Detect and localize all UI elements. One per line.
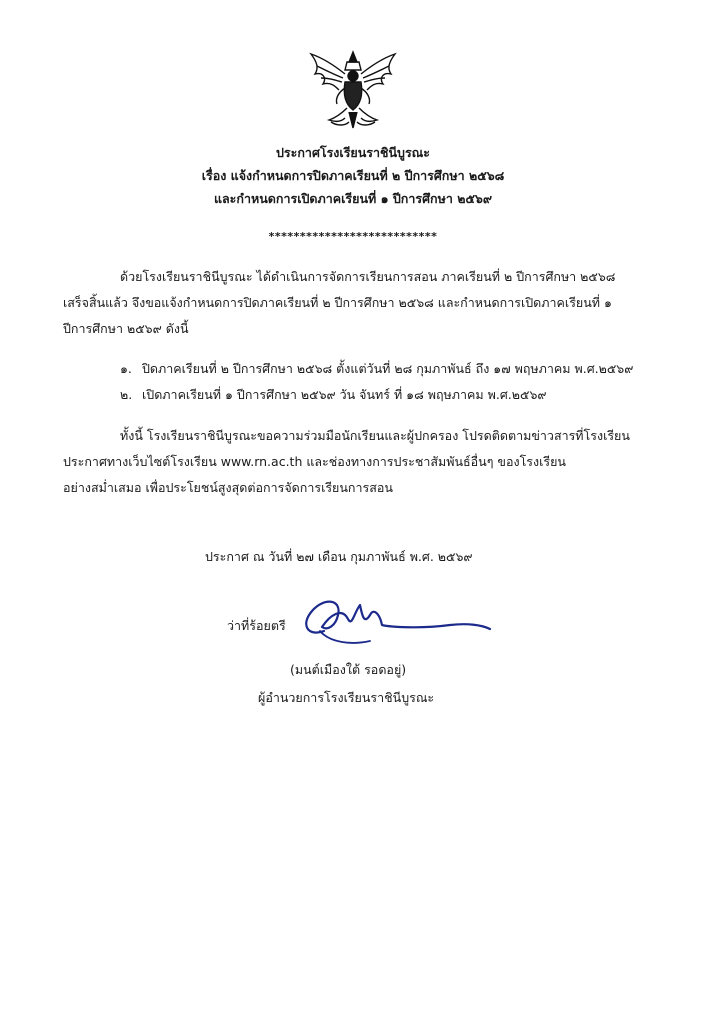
signer-name: (มนต์เมืองใต้ รอดอยู่): [290, 662, 407, 677]
separator-stars: ***************************: [268, 230, 438, 243]
list-item: [120, 360, 633, 378]
announcement-subject-line1: เรื่อง แจ้งกำหนดการปิดภาคเรียนที่ ๒ ปีการศึกษา ๒๕๖๘: [201, 168, 505, 183]
announcement-date: ประกาศ ณ วันที่ ๒๗ เดือน กุมภาพันธ์ พ.ศ. ๒๕๖๙: [205, 549, 473, 564]
paragraph1-line1: ด้วยโรงเรียนราชินีบูรณะ ได้ดำเนินการจัดการเรียนการสอน ภาคเรียนที่ ๒ ปีการศึกษา ๒๕๖๘: [120, 269, 616, 284]
list-item-text: เปิดภาคเรียนที่ ๑ ปีการศึกษา ๒๕๖๙ วัน จันทร์ ที่ ๑๘ พฤษภาคม พ.ศ.๒๕๖๙: [141, 387, 547, 402]
paragraph1-line3: ปีการศึกษา ๒๕๖๙ ดังนี้: [63, 321, 189, 336]
paragraph1-line2: เสร็จสิ้นแล้ว จึงขอแจ้งกำหนดการปิดภาคเรียนที่ ๒ ปีการศึกษา ๒๕๖๘ และกำหนดการเปิดภาคเรียนที่ ๑: [63, 295, 612, 310]
paragraph2-line3: อย่างสม่ำเสมอ เพื่อประโยชน์สูงสุดต่อการจัดการเรียนการสอน: [63, 480, 393, 495]
list-item-number: ๒.: [120, 387, 133, 402]
list-item-number: ๑.: [120, 361, 132, 376]
list-item-text: ปิดภาคเรียนที่ ๒ ปีการศึกษา ๒๕๖๘ ตั้งแต่วันที่ ๒๘ กุมภาพันธ์ ถึง ๑๗ พฤษภาคม พ.ศ.๒๕๖๙: [141, 361, 634, 376]
signature-mark: [290, 585, 495, 660]
announcement-subject-line2: และกำหนดการเปิดภาคเรียนที่ ๑ ปีการศึกษา ๒๕๖๙: [213, 191, 493, 206]
garuda-emblem-icon: [305, 48, 401, 132]
paragraph2-line1: ทั้งนี้ โรงเรียนราชินีบูรณะขอความร่วมมือนักเรียนและผู้ปกครอง โปรดติดตามข่าวสารที่โรงเรียน: [120, 428, 630, 443]
paragraph2-line2: ประกาศทางเว็บไซต์โรงเรียน www.rn.ac.th และช่องทางการประชาสัมพันธ์อื่นๆ ของโรงเรียน: [63, 454, 566, 469]
signer-rank: ว่าที่ร้อยตรี: [227, 618, 286, 633]
signer-position: ผู้อำนวยการโรงเรียนราชินีบูรณะ: [258, 690, 435, 705]
list-item: [120, 386, 547, 404]
announcement-title: ประกาศโรงเรียนราชินีบูรณะ: [276, 145, 430, 160]
